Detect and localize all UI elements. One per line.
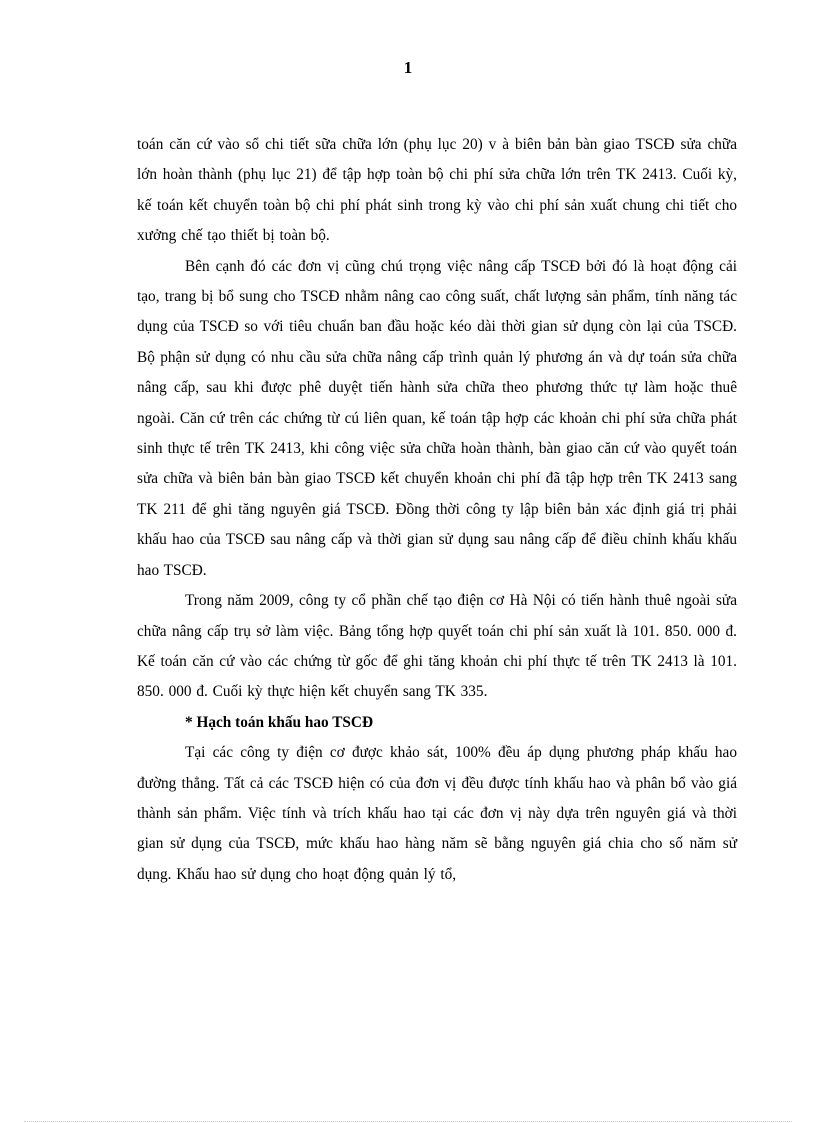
paragraph-2009-example: Trong năm 2009, công ty cổ phần chế tạo điện cơ Hà Nội có tiến hành thuê ngoài sửa chữa nâng cấp trụ sở làm việc. Bảng tổng hợp quyết toán chi phí sản xuất là 101. 850. 000 đ. Kế toán căn cứ vào các chứng từ gốc để ghi tăng khoản chi phí thực tế trên TK 2413 là 101. 850. 000 đ. Cuối kỳ thực hiện kết chuyển sang TK 335.	[137, 592, 737, 701]
paragraph-depreciation: Tại các công ty điện cơ được khảo sát, 100% đều áp dụng phương pháp khấu hao đường thẳng. Tất cả các TSCĐ hiện có của đơn vị đều được tính khấu hao và phân bổ vào giá thành sản phẩm. Việc tính và trích khấu hao tại các đơn vị này dựa trên nguyên giá và thời gian sử dụng của TSCĐ, mức khấu hao hàng năm sẽ bằng nguyên giá chia cho số năm sử dụng. Khấu hao sử dụng cho hoạt động quản lý tổ,	[137, 744, 737, 883]
page-number: 1	[403, 58, 413, 77]
paragraph-repair-accounting: toán căn cứ vào sổ chi tiết sữa chữa lớn (phụ lục 20) v à biên bản bàn giao TSCĐ sửa chữa lớn hoàn thành (phụ lục 21) để tập hợp toàn bộ chi phí sửa chữa lớn trên TK 2413. Cuối kỳ, kế toán kết chuyển toàn bộ chi phí phát sinh trong kỳ vào chi phí sản xuất chung chi tiết cho xưởng chế tạo thiết bị toàn bộ.	[137, 136, 737, 245]
document-body	[137, 130, 737, 890]
page-bottom-divider	[24, 1121, 792, 1122]
paragraph-upgrade: Bên cạnh đó các đơn vị cũng chú trọng việc nâng cấp TSCĐ bởi đó là hoạt động cải tạo, trang bị bổ sung cho TSCĐ nhằm nâng cao công suất, chất lượng sản phẩm, tính năng tác dụng của TSCĐ so với tiêu chuẩn ban đầu hoặc kéo dài thời gian sử dụng còn lại của TSCĐ. Bộ phận sử dụng có nhu cầu sửa chữa nâng cấp trình quản lý phương án và dự toán sửa chữa nâng cấp, sau khi được phê duyệt tiến hành sửa chữa theo phương thức tự làm hoặc thuê ngoài. Căn cứ trên các chứng từ cú liên quan, kế toán tập hợp các khoản chi phí sửa chữa phát sinh thực tế trên TK 2413, khi công việc sửa chữa hoàn thành, bàn giao căn cứ vào quyết toán sửa chữa và biên bản bàn giao TSCĐ kết chuyển khoản chi phí đã tập hợp trên TK 2413 sang TK 211 để ghi tăng nguyên giá TSCĐ. Đồng thời công ty lập biên bản xác định giá trị phải khấu hao của TSCĐ sau nâng cấp và thời gian sử dụng sau nâng cấp để điều chỉnh khấu khấu hao TSCĐ.	[137, 257, 737, 579]
section-heading-depreciation: * Hạch toán khấu hao TSCĐ	[185, 713, 374, 731]
